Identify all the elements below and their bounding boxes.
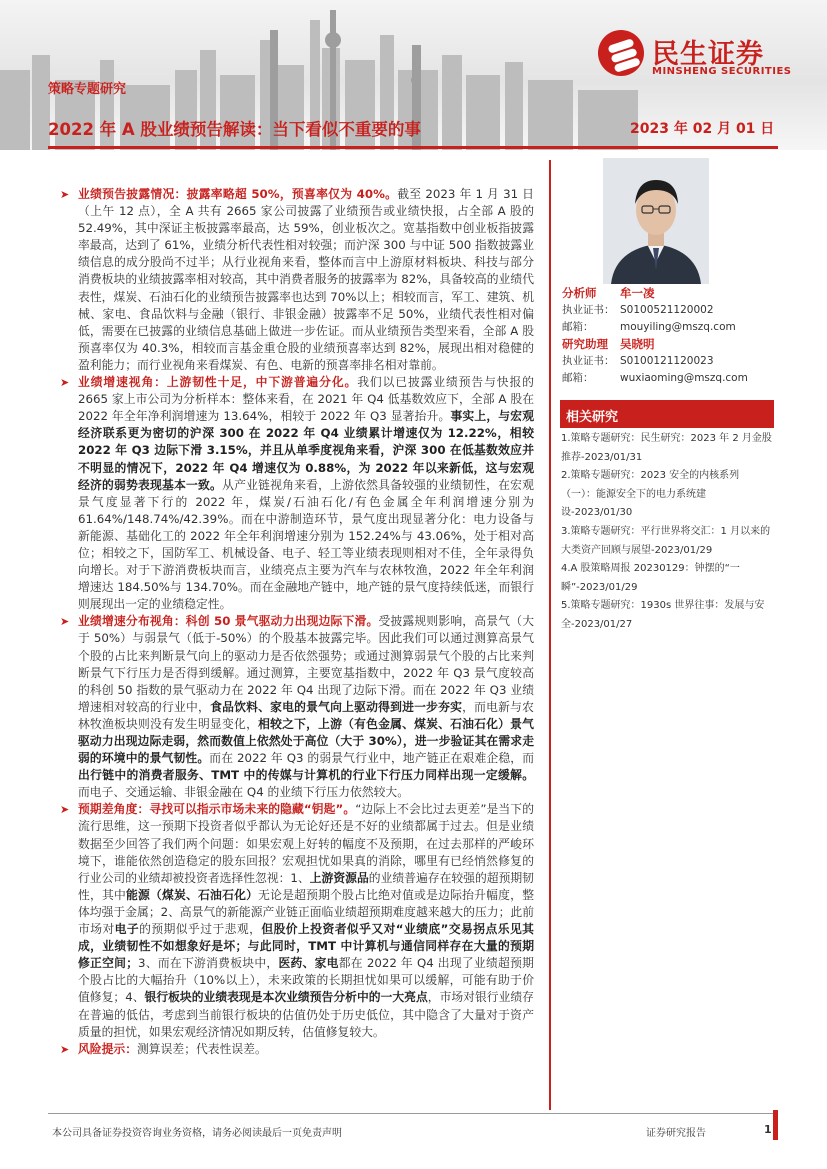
analyst-2-name-row xyxy=(562,336,782,353)
footer-report-type: 证券研究报告 xyxy=(646,1128,706,1139)
cert-label: 执业证书： xyxy=(562,355,615,367)
summary-paragraph-distribution xyxy=(60,613,534,801)
paragraph-emphasis: 电子 xyxy=(114,922,140,937)
paragraph-lead: 风险提示： xyxy=(78,1041,137,1056)
analyst-1-email-row xyxy=(562,319,782,336)
analyst-1-name-row xyxy=(562,285,782,302)
header-banner xyxy=(0,0,827,150)
analyst-name: 牟一凌 xyxy=(620,286,655,300)
analyst-email[interactable]: mouyiling@mszq.com xyxy=(620,321,736,333)
analyst-portrait-image xyxy=(603,158,709,284)
paragraph-text: ，而电新与农林牧渔板块则没有发生明显变化， xyxy=(78,699,534,731)
paragraph-lead: 业绩增速分布视角：科创 50 景气驱动力出现边际下滑。 xyxy=(78,614,379,629)
bullet-arrow-icon: ➤ xyxy=(60,803,70,817)
report-date: 2023 年 02 月 01 日 xyxy=(630,121,775,137)
paragraph-text: “边际上不会比过去更差”是当下的流行思维，这一预期下投资者似乎都认为无论好还是不好的业绩都属于过去。但是业绩数据至少回答了我们两个问题：如果宏观上好转的幅度不及预期，在过去那样的严峻环境下，谁能依然创造稳定的股东回报？宏观担忧如果真的消除，哪里有已经悄然修复的行业公司的业绩却被投资者选择性忽视：1、 xyxy=(78,802,534,885)
paragraph-lead: 业绩增速视角：上游韧性十足，中下游普遍分化。 xyxy=(78,375,358,390)
summary-body xyxy=(60,186,534,1058)
paragraph-emphasis: 出行链中的消费者服务、TMT 中的传媒与计算机的行业下行压力同样出现一定缓解。 xyxy=(78,768,534,783)
paragraph-text: 而电子、交通运输、非银金融在 Q4 的业绩下行压力依然较大。 xyxy=(78,785,410,800)
header-rule xyxy=(48,146,778,149)
paragraph-emphasis: 银行板块的业绩表现是本次业绩预告分析中的一大亮点 xyxy=(144,990,428,1005)
analyst-name: 吴晓明 xyxy=(620,337,655,351)
bullet-arrow-icon: ➤ xyxy=(60,376,70,390)
paragraph-emphasis: 医药、家电 xyxy=(278,956,339,971)
analyst-1-cert-row xyxy=(562,302,782,319)
related-research-item[interactable]: 4.A 股策略周报 20230129：钟摆的“一瞬”-2023/01/29 xyxy=(561,563,740,593)
analyst-info xyxy=(562,285,782,387)
bullet-arrow-icon: ➤ xyxy=(60,188,70,201)
related-research-item[interactable]: 5.策略专题研究：1930s 世界往事：发展与安全-2023/01/27 xyxy=(561,600,765,630)
related-research-item[interactable]: 1.策略专题研究：民生研究：2023 年 2 月金股推荐-2023/01/31 xyxy=(561,433,772,463)
report-series: 策略专题研究 xyxy=(48,82,127,97)
paragraph-emphasis: 事实上，与宏观经济联系更为密切的沪深 300 在 2022 年 Q4 业绩累计增速仅为 12.22%，相较 2022 年 Q3 边际下滑 3.15%，并且从单季度视角来看，沪深 300 在低基数效应并不明显的情况下，2022 年 Q4 增速仅为 0.88%，为 2022 年以来新低，这与宏观经济的弱势表现基本一致。 xyxy=(78,409,534,492)
email-label: 邮箱： xyxy=(562,372,594,384)
paragraph-text: ，市场对银行业绩存在普遍的低估，考虑到当前银行板块的估值仍处于历史低位，其中隐含了大量对于资产质量的担忧，如果宏观经济情况如期反转，估值修复较大。 xyxy=(78,990,534,1039)
paragraph-emphasis: 上游资源品 xyxy=(309,870,369,885)
paragraph-text: 的预期似乎过于悲观， xyxy=(139,922,262,937)
paragraph-text: 我们以已披露业绩预告与快报的 2665 家上市公司为分析样本：整体来看，在 2021 年 Q4 低基数效应下，全部 A 股在 2022 年全年净利润增速为 13.64%，相较于 2022 年 Q3 显著抬升。 xyxy=(78,375,534,424)
paragraph-lead: 业绩预告披露情况：披露率略超 50%，预喜率仅为 40%。 xyxy=(78,187,398,201)
minsheng-logo xyxy=(598,30,808,90)
email-label: 邮箱： xyxy=(562,321,594,333)
report-title: 2022 年 A 股业绩预告解读：当下看似不重要的事 xyxy=(48,120,421,139)
paragraph-text: 都在 2022 年 Q4 出现了业绩超预期个股占比的大幅抬升（10%以上），未来政策的长期担忧如果可以缓解，可能有助于价值修复；4、 xyxy=(78,956,534,1005)
paragraph-text: 无论是超预期个股占比绝对值或是边际抬升幅度，整体均强于金属；2、高景气的新能源产业链正面临业绩超预期难度越来越大的压力；此前市场对 xyxy=(78,887,534,937)
footer-rule xyxy=(48,1113,778,1114)
minsheng-logo-icon xyxy=(598,30,644,76)
analyst-role: 分析师 xyxy=(562,286,597,300)
logo-english-name: MINSHENG SECURITIES xyxy=(652,66,792,77)
column-divider xyxy=(549,160,551,1110)
paragraph-text: 的业绩普遍存在较强的超预期韧性，其中 xyxy=(78,870,534,902)
summary-paragraph-risk xyxy=(60,1041,534,1058)
cert-number: S0100521120002 xyxy=(620,304,714,316)
paragraph-text: 而在 2022 年 Q3 的弱景气行业中，地产链正在艰难企稳，而 xyxy=(209,751,534,766)
related-research-item[interactable]: 3.策略专题研究：平行世界将交汇：1 月以来的大类资产回顾与展望-2023/01/29 xyxy=(561,525,771,556)
related-research-list xyxy=(561,430,773,635)
bullet-arrow-icon: ➤ xyxy=(60,615,70,629)
paragraph-text: 从产业链视角来看，上游依然具备较强的业绩韧性，在宏观景气度显著下行的 2022 年，煤炭/石油石化/有色金属全年利润增速分别为 61.64%/148.74%/42.39%。而在中游制造环节，景气度出现显著分化：电力设备与新能源、基础化工的 2022 年全年利润增速分别为 152.24%与 43.06%，处于相对高位；相较之下，国防军工、机械设备、电子、轻工等业绩表现则相对不佳，全年录得负向增长。对于下游消费板块而言，业绩亮点主要为汽车与农林牧渔，2022 年全年利润增速达 184.50%与 134.70%。而在金融地产链中，地产链的景气度持续低迷，而银行则展现出一定的业绩稳定性。 xyxy=(78,477,534,612)
logo-chinese-name: 民生证券 xyxy=(652,39,764,70)
analyst-photo xyxy=(603,158,709,284)
paragraph-text: 3、而在下游消费板块中， xyxy=(138,956,279,971)
paragraph-lead: 预期差角度：寻找可以指示市场未来的隐藏“钥匙”。 xyxy=(78,802,356,817)
related-research-item[interactable]: 2.策略专题研究：2023 安全的内核系列（一）：能源安全下的电力系统建设-2023/01/30 xyxy=(561,470,740,519)
footer-accent-bar xyxy=(773,1110,778,1140)
bullet-arrow-icon: ➤ xyxy=(60,1042,70,1056)
summary-paragraph-growth xyxy=(60,374,534,613)
summary-paragraph-expectation xyxy=(60,801,534,1040)
paragraph-emphasis: 食品饮料、家电的景气向上驱动得到进一步夯实 xyxy=(210,699,463,714)
paragraph-text: 受披露规则影响，高景气（大于 50%）与弱景气（低于-50%）的个股基本披露完毕。因此我们可以通过测算高景气个股的占比来判断景气向上的驱动力是否依然强势；或通过测算弱景气个股的占比来判断景气下行压力是否得到缓解。通过测算，主要宽基指数中，2022 年 Q3 景气度较高的科创 50 指数的景气驱动力在 2022 年 Q4 出现了边际下滑。而在 2022 年 Q3 业绩增速相对较高的行业中， xyxy=(78,614,534,714)
paragraph-emphasis: 相较之下，上游（有色金属、煤炭、石油石化）景气驱动力出现边际走弱，然而数值上依然处于高位（大于 30%），进一步验证其在需求走弱的环境中的景气韧性。 xyxy=(78,716,534,766)
analyst-email[interactable]: wuxiaoming@mszq.com xyxy=(620,372,748,384)
paragraph-emphasis: 但股价上投资者似乎又对“业绩底”交易拐点乐见其成，业绩韧性不如想象好是坏；与此同时，TMT 中计算机与通信同样存在大量的预期修正空间； xyxy=(78,922,534,971)
analyst-2-email-row xyxy=(562,370,782,387)
cert-number: S0100121120023 xyxy=(620,355,714,367)
analyst-2-cert-row xyxy=(562,353,782,370)
related-research-title: 相关研究 xyxy=(566,410,619,425)
analyst-role: 研究助理 xyxy=(562,337,608,351)
cert-label: 执业证书： xyxy=(562,304,615,316)
footer-disclaimer: 本公司具备证券投资咨询业务资格，请务必阅读最后一页免责声明 xyxy=(52,1128,342,1139)
paragraph-text: 测算误差；代表性误差。 xyxy=(137,1041,267,1056)
summary-paragraph-disclosure xyxy=(60,186,534,374)
paragraph-emphasis: 能源（煤炭、石油石化） xyxy=(126,887,259,902)
related-research-heading xyxy=(560,400,774,428)
paragraph-text: 截至 2023 年 1 月 31 日（上午 12 点），全 A 共有 2665 家公司披露了业绩预告或业绩快报，占全部 A 股的 52.49%，其中深证主板披露率最高，达 59%，创业板次之。宽基指数中创业板指披露率最高，达到了 61%，业绩分析代表性相对较强；而沪深 300 与中证 500 指数披露业绩信息的成分股尚不过半；从行业视角来看，整体而言中上游原材料板块、科技与部分消费板块的业绩披露率相对较高，其中消费者服务的披露率为 82%，具备较高的业绩代表性，煤炭、石油石化的业绩预告披露率也达到 70%以上；相较而言，军工、建筑、机械、家电、食品饮料与金融（银行、非银金融）披露率不足 50%，业绩代表性相对偏低，需要在已披露的业绩信息基础上做进一步佐证。而从业绩预告类型来看，全部 A 股预喜率仅为 40.3%，相较而言基金重仓股的业绩预喜率达到 82%，展现出相对稳健的盈利能力；而行业视角来看煤炭、有色、电新的预喜率排名相对靠前。 xyxy=(78,187,534,372)
page-number: 1 xyxy=(764,1123,772,1136)
